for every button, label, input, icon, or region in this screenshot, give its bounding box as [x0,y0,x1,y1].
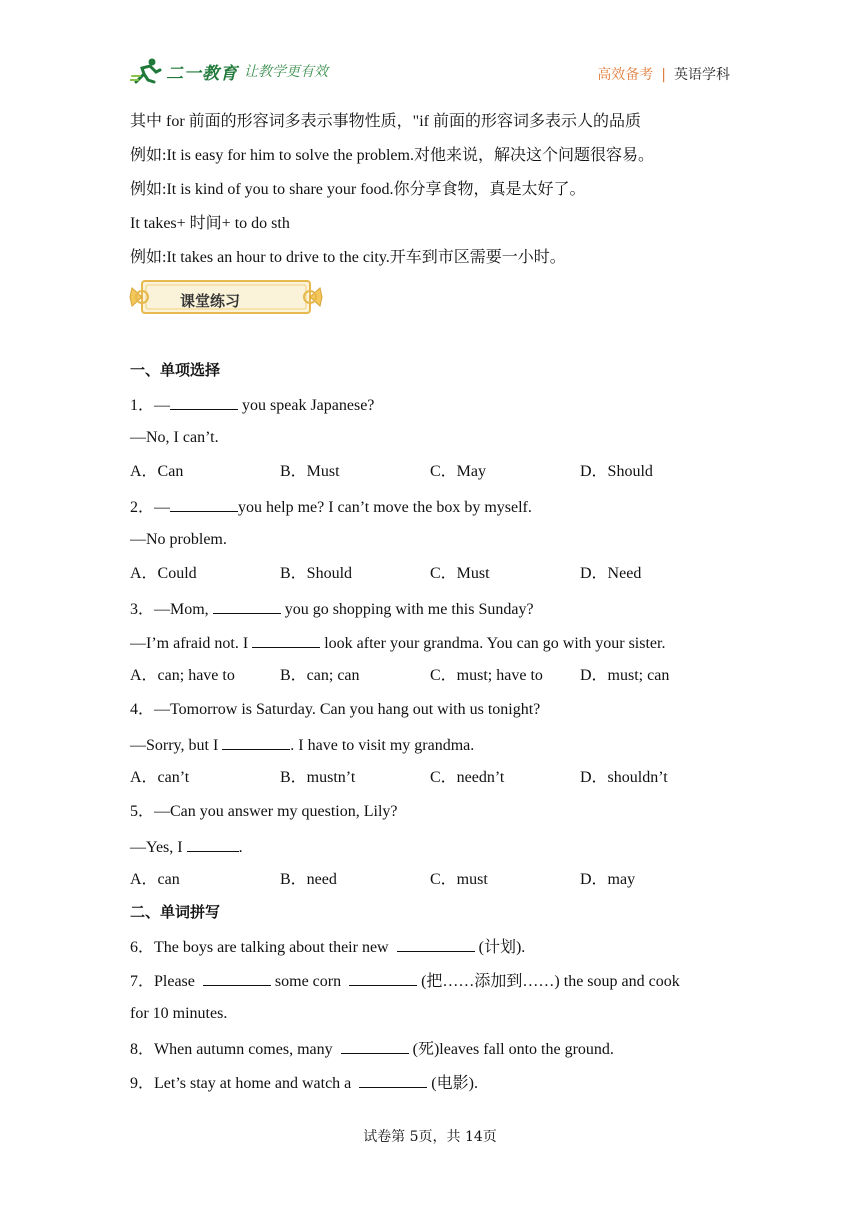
q5-answer-text: . [238,839,243,856]
q2-option-b[interactable]: B．Should [280,565,353,582]
q2-text: you help me? I can’t move the box by myself. [238,499,532,516]
q3-blank-2 [252,632,320,648]
runner-logo-icon [130,56,164,86]
q5-option-a[interactable]: A．can [130,871,180,888]
q1-text: you speak Japanese? [238,397,375,414]
section-title: 一、单项选择 [130,361,221,379]
q3-blank-1 [213,598,281,614]
q1-blank [170,394,238,410]
q1-option-a[interactable]: A．Can [130,463,184,480]
q7-text: (把……添加到……) the soup and cook [417,973,680,990]
q4-blank [222,734,290,750]
q3-option-d[interactable]: D．must; can [580,667,670,684]
q1-prefix: 1．— [130,397,171,414]
q1-option-b[interactable]: B．Must [280,463,340,480]
q4-answer [130,734,474,756]
banner-title: 课堂练习 [180,292,241,310]
header-subject [597,64,730,84]
question-1 [130,394,374,416]
q7-prefix: 7．Please [130,973,199,990]
page-number: 试卷第 5页，共 14页 [363,1129,497,1145]
header-tag: 高效备考 [597,67,654,83]
q4-option-c[interactable]: C．needn’t [430,769,505,786]
intro-line: 其中 for 前面的形容词多表示事物性质，"if 前面的形容词多表示人的品质 [130,113,641,130]
q8-text: (死)leaves fall onto the ground. [408,1041,614,1058]
question-7 [130,970,680,992]
header-separator: | [661,67,666,83]
q5-option-c[interactable]: C．must [430,871,488,888]
page-header [130,52,730,92]
q5-blank [187,836,239,852]
q5-answer [130,836,243,858]
q6-prefix: 6．The boys are talking about their new [130,939,393,956]
q7-blank-1[interactable] [203,970,271,986]
question-5: 5．—Can you answer my question, Lily? [130,803,398,820]
q8-blank[interactable] [341,1038,409,1054]
q2-prefix: 2．— [130,499,171,516]
q4-answer-prefix: —Sorry, but I [130,737,223,754]
q4-answer-text: . I have to visit my grandma. [290,737,475,754]
section-title: 二、单词拼写 [130,903,221,921]
question-6 [130,936,525,958]
q2-option-a[interactable]: A．Could [130,565,197,582]
q3-answer [130,632,665,654]
q4-option-a[interactable]: A．can’t [130,769,190,786]
q3-answer-text: look after your grandma. You can go with your sister. [320,635,666,652]
q1-answer: —No, I can’t. [130,429,219,446]
q3-option-c[interactable]: C．must; have to [430,667,543,684]
logo [130,52,328,90]
question-9 [130,1072,478,1094]
question-4: 4．—Tomorrow is Saturday. Can you hang out with us tonight? [130,701,541,718]
intro-line: 例如:It is kind of you to share your food.你分享食物，真是太好了。 [130,181,586,198]
q1-option-d[interactable]: D．Should [580,463,653,480]
intro-line: It takes+ 时间+ to do sth [130,215,290,232]
intro-line: 例如:It is easy for him to solve the problem.对他来说，解决这个问题很容易。 [130,147,654,164]
q4-option-d[interactable]: D．shouldn’t [580,769,668,786]
q7-mid: some corn [270,973,346,990]
q3-option-b[interactable]: B．can; can [280,667,360,684]
q3-option-a[interactable]: A．can; have to [130,667,235,684]
logo-name: 二一教育 [166,63,238,84]
question-2 [130,496,532,518]
intro-line: 例如:It takes an hour to drive to the city.开车到市区需要一小时。 [130,249,566,266]
q7-continuation: for 10 minutes. [130,1005,228,1022]
q2-option-d[interactable]: D．Need [580,565,642,582]
q5-answer-prefix: —Yes, I [130,839,187,856]
q2-option-c[interactable]: C．Must [430,565,490,582]
q4-option-b[interactable]: B．mustn’t [280,769,356,786]
q6-blank[interactable] [397,936,475,952]
question-3 [130,598,534,620]
q3-prefix: 3．—Mom, [130,601,213,618]
q9-blank[interactable] [359,1072,427,1088]
header-subject-label: 英语学科 [674,67,730,83]
q3-text: you go shopping with me this Sunday? [280,601,534,618]
logo-slogan: 让教学更有效 [244,64,328,80]
q2-answer: —No problem. [130,531,227,548]
q5-option-d[interactable]: D．may [580,871,636,888]
q8-prefix: 8．When autumn comes, many [130,1041,337,1058]
q9-text: (电影). [427,1075,478,1092]
q5-option-b[interactable]: B．need [280,871,337,888]
q6-text: (计划). [474,939,526,956]
q1-option-c[interactable]: C．May [430,463,487,480]
q9-prefix: 9．Let’s stay at home and watch a [130,1075,356,1092]
q3-answer-prefix: —I’m afraid not. I [130,635,253,652]
question-8 [130,1038,614,1060]
q7-blank-2[interactable] [349,970,417,986]
q2-blank [170,496,238,512]
